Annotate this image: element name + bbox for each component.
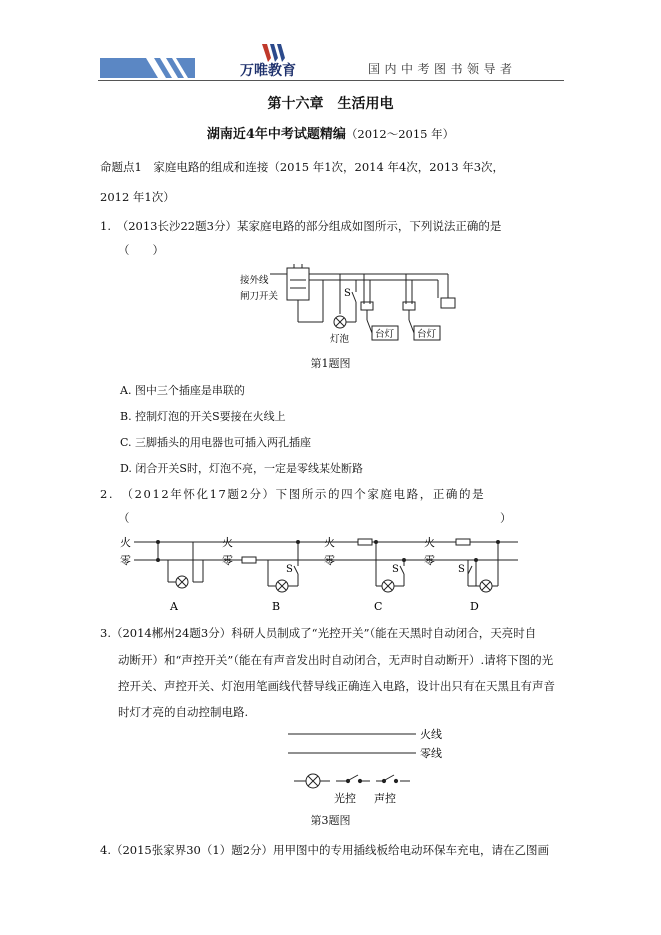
q2-neutral-label-d: 零 (424, 554, 435, 567)
q3-neutral-wire-label: 零线 (420, 747, 442, 760)
q1-option-a: A. 图中三个插座是串联的 (120, 384, 245, 397)
q2-neutral-label-c: 零 (324, 554, 335, 567)
q4-stem: 4.（2015张家界30（1）题2分）用甲图中的专用插线板给电动环保车充电，请在乙图画 (100, 843, 550, 857)
q3-line-4: 时灯才亮的自动控制电路. (118, 705, 249, 719)
q3-line-3: 控开关、声控开关、灯泡用笔画线代替导线正确连入电路，设计出只有在天黑且有声音 (118, 679, 555, 693)
q2-switch-label-c: S (392, 564, 399, 575)
q1-option-c: C. 三脚插头的用电器也可插入两孔插座 (120, 436, 312, 449)
q2-neutral-label-a: 零 (120, 554, 131, 567)
q3-live-wire-label: 火线 (420, 728, 442, 741)
chapter-title: 第十六章 生活用电 (267, 96, 394, 112)
logo-text: 万唯教育 (240, 63, 296, 79)
section-title-text: 湖南近4年中考试题精编 (206, 127, 346, 142)
section-title (0, 123, 661, 142)
q2-option-label-c: C (374, 600, 383, 613)
q2-switch-label-d: S (458, 564, 465, 575)
section-years: （2012～2015 年） (345, 127, 455, 141)
q2-live-label-a: 火 (120, 536, 131, 549)
q1-circuit-figure (238, 264, 468, 350)
q2-live-label-c: 火 (324, 536, 335, 549)
q2-stem-line-1: 2. （2012年怀化17题2分）下图所示的四个家庭电路，正确的是 (100, 487, 486, 501)
q2-paren-open: （ (118, 511, 130, 525)
q2-option-label-a: A (170, 600, 178, 613)
q1-option-d: D. 闭合开关S时，灯泡不亮，一定是零线某处断路 (120, 462, 363, 475)
q3-caption: 第3题图 (310, 814, 351, 827)
q2-option-label-d: D (470, 600, 479, 613)
q3-line-2: 动断开）和“声控开关”（能在有声音发出时自动闭合，无声时自动断开）.请将下图的光 (118, 653, 554, 667)
q1-label-lamp-1: 台灯 (375, 329, 395, 340)
q3-line-1: 3.（2014郴州24题3分）科研人员制成了“光控开关”（能在天黑时自动闭合，天亮时自 (100, 626, 537, 640)
topic-line-1: 命题点1 家庭电路的组成和连接（2015 年1次，2014 年4次，2013 年3次， (100, 160, 505, 174)
header-slogan: 国内中考图书领导者 (368, 62, 517, 76)
q2-live-label-b: 火 (222, 536, 233, 549)
q3-sound-switch-label: 声控 (374, 792, 396, 805)
q1-stem-line-1: 1. （2013长沙22题3分）某家庭电路的部分组成如图所示，下列说法正确的是 (100, 219, 502, 233)
header-divider (98, 80, 564, 81)
q1-label-bulb: 灯泡 (330, 334, 350, 345)
q2-live-label-d: 火 (424, 536, 435, 549)
q2-option-label-b: B (272, 600, 281, 613)
q2-neutral-label-b: 零 (222, 554, 233, 567)
q2-paren-close: ） (500, 511, 512, 525)
q1-option-b: B. 控制灯泡的开关S要接在火线上 (120, 410, 286, 423)
q1-label-outside: 接外线 (240, 275, 269, 286)
q2-switch-label-b: S (286, 564, 293, 575)
q1-caption: 第1题图 (310, 357, 351, 370)
topic-line-2: 2012 年1次） (100, 190, 175, 204)
q1-label-switch: S (344, 288, 351, 299)
q2-circuits-figure (118, 530, 528, 614)
q1-stem-line-2: （ ） (118, 243, 164, 257)
q3-light-switch-label: 光控 (334, 792, 356, 805)
q1-label-knife-switch: 闸刀开关 (240, 291, 279, 302)
q1-label-lamp-2: 台灯 (417, 329, 437, 340)
header-stripes (146, 58, 196, 78)
q3-circuit-figure (284, 724, 454, 808)
